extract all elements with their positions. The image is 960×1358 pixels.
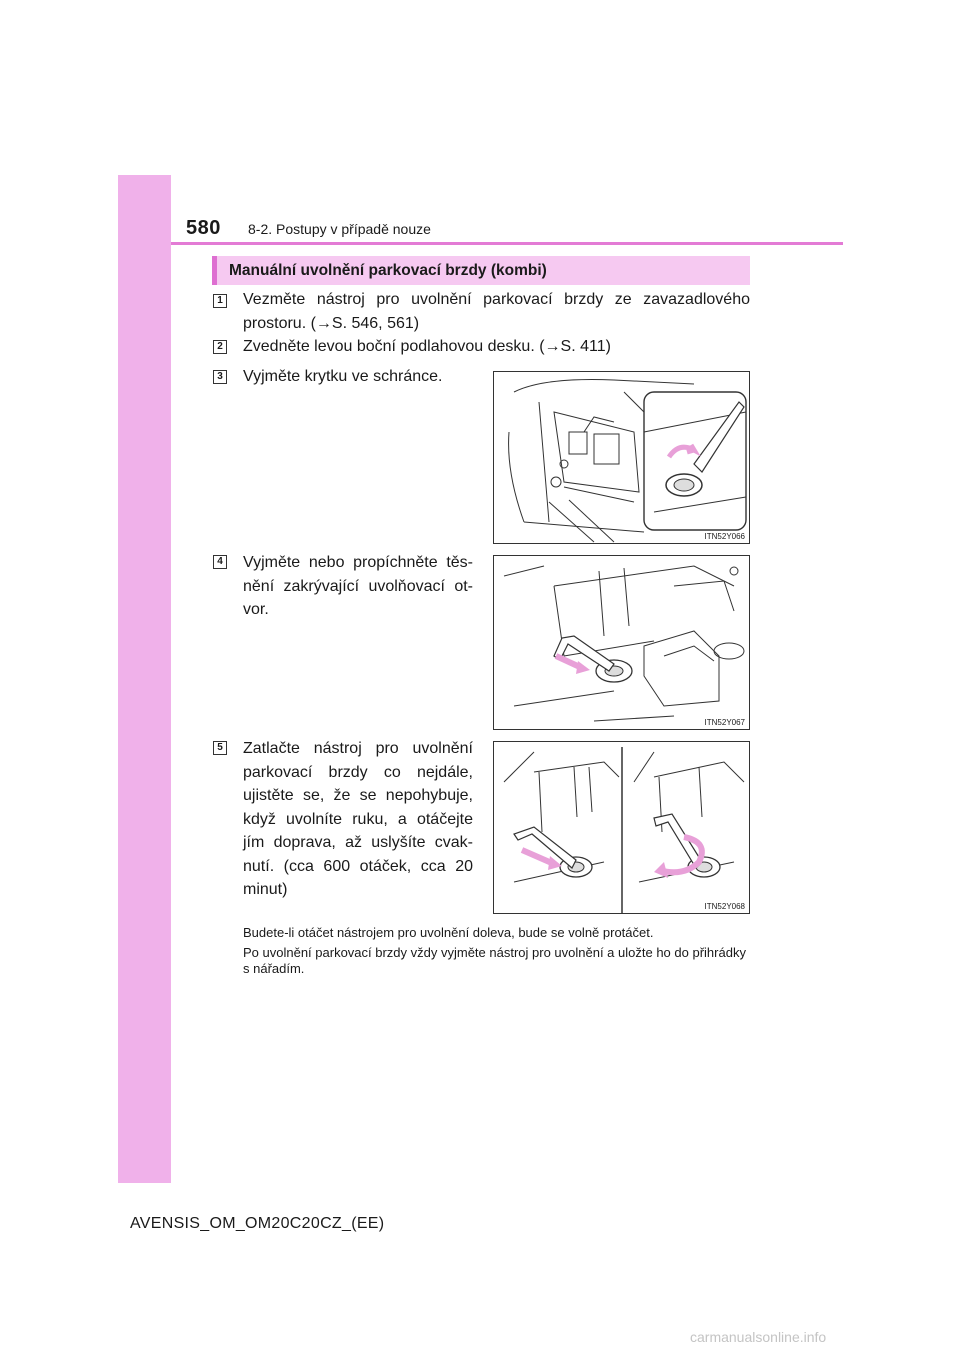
chapter-title: 8-2. Postupy v případě nouze xyxy=(248,221,431,237)
note-2: Po uvolnění parkovací brzdy vždy vyjměte nástroj pro uvolnění a uložte ho do přihrádky s nářadím. xyxy=(243,945,746,976)
step-number-4: 4 xyxy=(213,555,227,569)
step-number-5: 5 xyxy=(213,741,227,755)
watermark: carmanualsonline.info xyxy=(690,1329,827,1345)
insert-and-turn-illustration xyxy=(494,742,749,913)
step-text-4: Vyjměte nebo propíchněte těs-nění zakrývající uvolňovací ot-vor. xyxy=(243,554,473,618)
step-number-1: 1 xyxy=(213,294,227,308)
figure-release-hole xyxy=(493,555,750,730)
document-footer: AVENSIS_OM_OM20C20CZ_(EE) xyxy=(130,1215,385,1232)
step-number-3: 3 xyxy=(213,370,227,384)
step-text-2: Zvedněte levou boční podlahovou desku. (→S. 411) xyxy=(243,338,611,355)
section-title: Manuální uvolnění parkovací brzdy (kombi) xyxy=(229,262,547,279)
figure-insert-and-turn xyxy=(493,741,750,914)
side-tab-band xyxy=(118,175,171,1183)
release-hole-illustration xyxy=(494,556,749,729)
note-1: Budete-li otáčet nástrojem pro uvolnění doleva, bude se volně protáčet. xyxy=(243,925,654,940)
step-text-3: Vyjměte krytku ve schránce. xyxy=(243,368,443,385)
step-text-1: Vezměte nástroj pro uvolnění parkovací brzdy ze zavazadlového prostoru. (→S. 546, 561) xyxy=(243,291,750,332)
step-text-5: Zatlačte nástroj pro uvolnění parkovací brzdy co nejdále, ujistěte se, že se nepohybuje, když uvolníte ruku, a otáčejte jím doprava, až uslyšíte cvak-nutí. (cca 600 otáček, cca 20 minut) xyxy=(243,740,473,898)
figure-trunk-compartment xyxy=(493,371,750,544)
figure-code-2: ITN52Y067 xyxy=(704,718,745,727)
section-heading xyxy=(212,256,750,285)
trunk-compartment-illustration xyxy=(494,372,749,543)
figure-code-1: ITN52Y066 xyxy=(704,532,745,541)
figure-code-3: ITN52Y068 xyxy=(704,902,745,911)
step-number-2: 2 xyxy=(213,340,227,354)
header-rule xyxy=(171,242,843,245)
page-number: 580 xyxy=(186,217,221,239)
